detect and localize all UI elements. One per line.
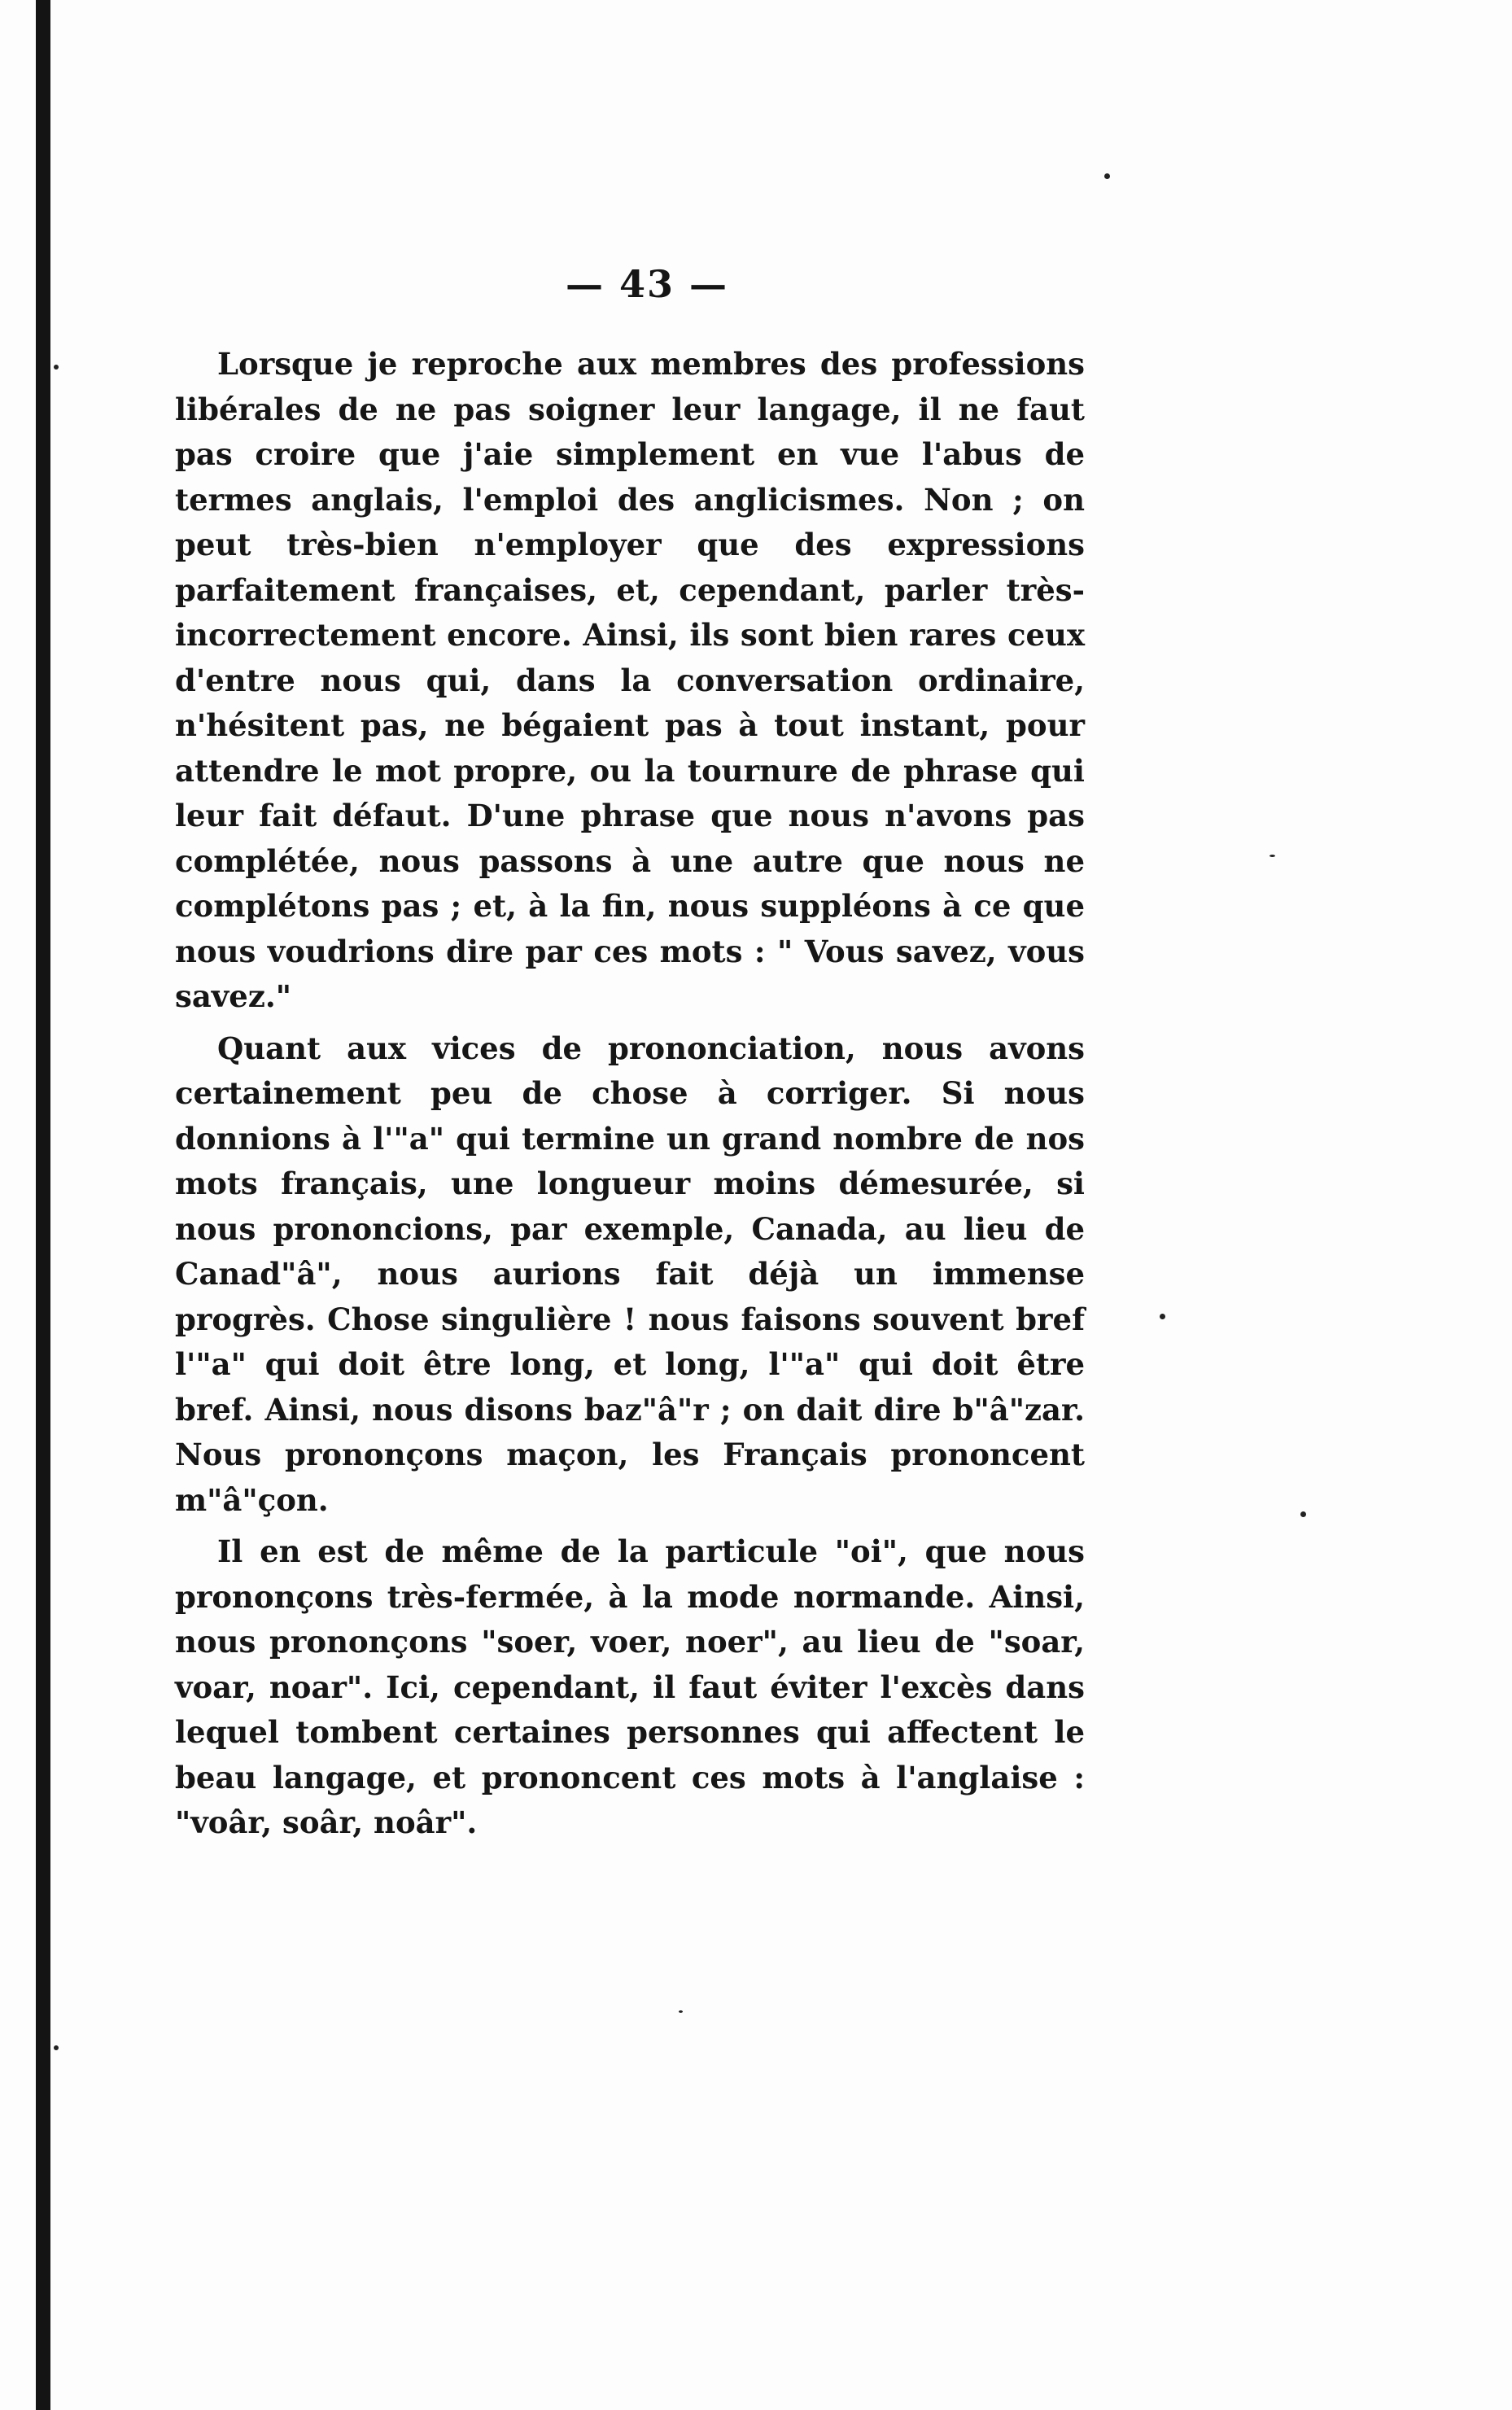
ink-speck: [54, 2045, 59, 2050]
ink-speck: [1269, 855, 1275, 857]
ink-speck: [1104, 173, 1110, 179]
ink-speck: [679, 2010, 683, 2013]
paragraph: Lorsque je reproche aux membres des professions libérales de ne pas soigner leur langage, il ne faut pas croire que j'aie simplement en vue l'abus de termes anglais, l'emploi des anglicismes. Non ; on peut très-bien n'employer que des expressions parfaitement françaises, et, cependant, parler très-incorrectement encore. Ainsi, ils sont bien rares ceux d'entre nous qui, dans la conversation ordinaire, n'hésitent pas, ne bégaient pas à tout instant, pour attendre le mot propre, ou la tournure de phrase qui leur fait défaut. D'une phrase que nous n'avons pas complétée, nous passons à une autre que nous ne complétons pas ; et, à la fin, nous suppléons à ce que nous voudrions dire par ces mots : " Vous savez, vous savez.": [175, 346, 1085, 1014]
ink-speck: [1300, 1511, 1306, 1517]
ink-speck: [1160, 1314, 1165, 1319]
body-text: [175, 342, 1085, 1852]
page-number: — 43 —: [565, 262, 729, 306]
ink-speck: [54, 365, 59, 370]
binding-edge: [36, 0, 50, 2410]
paragraph: Il en est de même de la particule "oi", que nous prononçons très-fermée, à la mode normande. Ainsi, nous prononçons "soer, voer, noer", au lieu de "soar, voar, noar". Ici, cependant, il faut éviter l'excès dans lequel tombent certaines personnes qui affectent le beau langage, et prononcent ces mots à l'anglaise : "voâr, soâr, noâr".: [175, 1533, 1085, 1840]
paragraph: Quant aux vices de prononciation, nous avons certainement peu de chose à corriger. Si nous donnions à l'"a" qui termine un grand nombre de nos mots français, une longueur moins démesurée, si nous prononcions, par exemple, Canada, au lieu de Canad"â", nous aurions fait déjà un immense progrès. Chose singulière ! nous faisons souvent bref l'"a" qui doit être long, et long, l'"a" qui doit être bref. Ainsi, nous disons baz"â"r ; on dait dire b"â"zar. Nous prononçons maçon, les Français prononcent m"â"çon.: [175, 1030, 1085, 1518]
